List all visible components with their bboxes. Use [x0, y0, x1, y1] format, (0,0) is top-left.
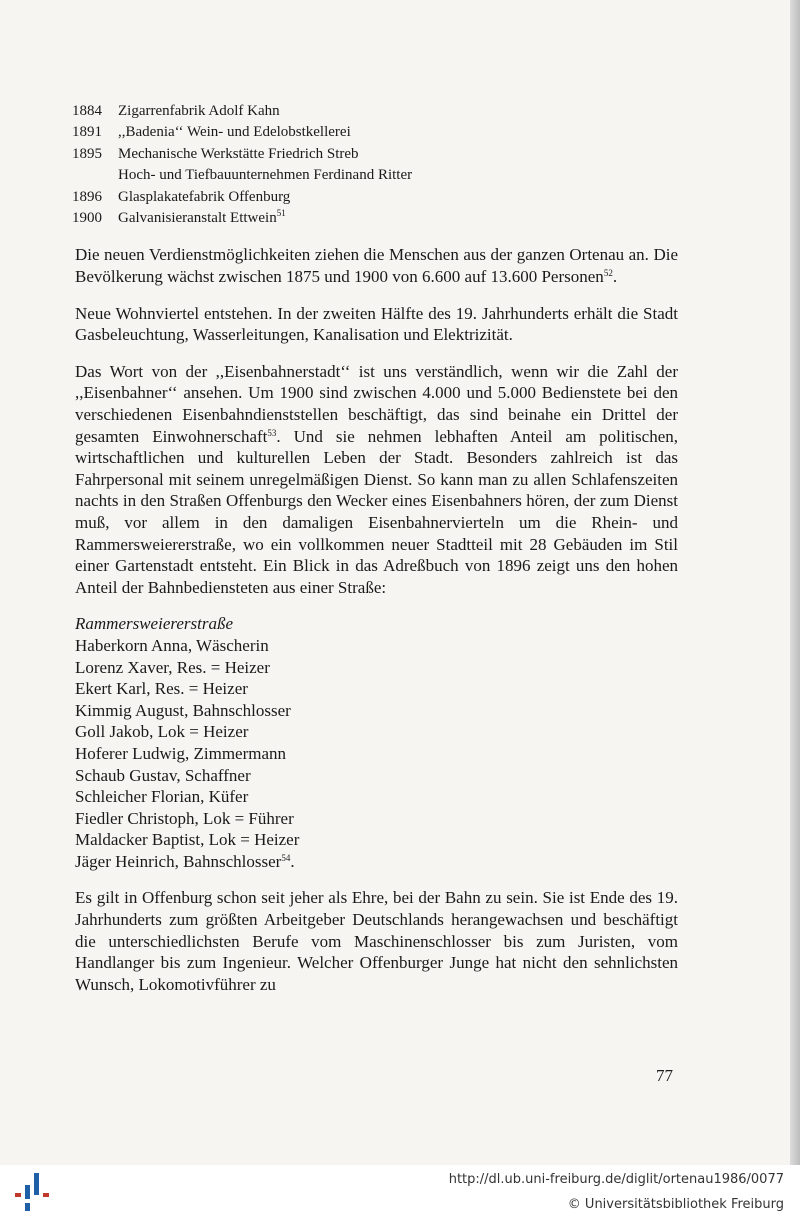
chronology-text: ,,Badenia‘‘ Wein- und Edelobstkellerei [118, 124, 351, 141]
paragraph-text: Neue Wohnviertel entstehen. In der zweiten Hälfte des 19. Jahrhunderts erhält die Stadt Gasbeleuchtung, Wasserleitungen, Kanalisation und Elektrizität. [75, 303, 678, 345]
address-list-title: Rammersweiererstraße [75, 614, 234, 634]
chronology-text [118, 208, 678, 229]
chronology-list [72, 101, 678, 229]
chronology-row [72, 165, 678, 186]
footnote-marker: 52 [603, 268, 613, 279]
address-entry: Goll Jakob, Lok = Heizer [75, 722, 249, 742]
page-edge-shadow [790, 0, 800, 1165]
chronology-text: Zigarrenfabrik Adolf Kahn [118, 103, 280, 119]
address-entry: Haberkorn Anna, Wäscherin [75, 635, 269, 655]
logo-bar-left [15, 1193, 21, 1197]
page-content [72, 101, 679, 995]
paragraph-text [75, 244, 678, 287]
chronology-year: 1896 [72, 188, 102, 205]
address-entry: Lorenz Xaver, Res. = Heizer [75, 657, 270, 677]
copyright-notice: © Universitätsbibliothek Freiburg [567, 1197, 784, 1212]
address-entry: Kimmig August, Bahnschlosser [75, 700, 291, 720]
chronology-row [72, 101, 678, 122]
paragraph-body: Das Wort von der ,,Eisenbahnerstadt‘‘ ist uns verständlich, wenn wir die Zahl der ,,Eisenbahner‘‘ ansehen. Um 1900 sind zwischen 4.000 und 5.000 Bedienstete bei den verschiedenen Eisenbahndienststellen beschäftigt, das sind beinahe ein Drittel der gesamten Einwohnerschaft [75, 361, 678, 446]
viewer-footer [0, 1165, 800, 1220]
digital-library-link[interactable]: http://dl.ub.uni-freiburg.de/diglit/ortenau1986/0077 [448, 1172, 784, 1187]
chronology-year [72, 165, 118, 186]
ub-freiburg-logo-icon [12, 1169, 52, 1217]
paragraph-text: Es gilt in Offenburg schon seit jeher als Ehre, bei der Bahn zu sein. Sie ist Ende des 19. Jahrhunderts zum größten Arbeitgeber Deutschlands herangewachsen und beschäftigt die unterschiedlichsten Berufe vom Maschinenschlosser bis zum Juristen, vom Handlanger bis zum Ingenieur. Welcher Offenburger Junge hat nicht den sehnlichsten Wunsch, Lokomotivführer zu [75, 888, 678, 994]
chronology-year: 1884 [72, 103, 102, 119]
paragraph-body: Die neuen Verdienstmöglichkeiten ziehen die Menschen aus der ganzen Ortenau an. Die Bevölkerung wächst zwischen 1875 und 1900 von 6.600 auf 13.600 Personen [75, 245, 678, 287]
chronology-text-main: Galvanisieranstalt Ettwein [118, 210, 277, 227]
chronology-row [72, 187, 678, 208]
address-entry: Fiedler Christoph, Lok = Führer [75, 808, 294, 828]
address-entry: Hoferer Ludwig, Zimmermann [75, 743, 287, 763]
chronology-year: 1900 [72, 210, 102, 227]
address-entry-text: Jäger Heinrich, Bahnschlosser [75, 851, 282, 871]
chronology-row [72, 208, 678, 229]
logo-bar-right [43, 1193, 49, 1197]
chronology-text: Glasplakatefabrik Offenburg [118, 188, 291, 205]
chronology-row [72, 122, 678, 143]
chronology-row [72, 144, 678, 165]
paragraph-infrastructure [75, 303, 678, 346]
logo-bar-mid [25, 1185, 30, 1199]
chronology-text: Mechanische Werkstätte Friedrich Streb [118, 145, 359, 162]
paragraph-population [75, 244, 678, 287]
logo-bar-tall [34, 1173, 39, 1195]
paragraph-body-continued: . Und sie nehmen lebhaften Anteil am politischen, wirtschaftlichen und kulturellen Leben der Stadt. Besonders zahlreich ist das Fahrpersonal mit seinem unregelmäßigen Dienst. So kann man zu allen Schlafenszeiten nachts in den Straßen Offenburgs den Wecker eines Eisenbahners hören, der zum Dienst muß, vor allem in den damaligen Eisenbahnervierteln um die Rhein- und Rammersweiererstraße, wo ein vollkommen neuer Stadtteil mit 28 Gebäuden im Stil einer Gartenstadt entsteht. Ein Blick in das Adreßbuch von 1896 zeigt uns den hohen Anteil der Bahnbediensteten aus einer Straße: [75, 426, 679, 597]
address-entry: Schleicher Florian, Küfer [75, 787, 249, 807]
chronology-text: Hoch- und Tiefbauunternehmen Ferdinand Ritter [118, 167, 413, 184]
paragraph-railway-town [75, 361, 678, 599]
paragraph-text [75, 361, 678, 599]
chronology-year: 1895 [72, 145, 102, 162]
address-list [75, 613, 678, 872]
footnote-marker: 54 [281, 852, 291, 863]
address-entry: Ekert Karl, Res. = Heizer [75, 679, 248, 699]
paragraph-employer [75, 887, 678, 995]
logo-bar-mid-low [25, 1203, 30, 1211]
page-number: 77 [656, 1066, 673, 1085]
address-entry [75, 851, 678, 873]
paragraph-end: . [612, 267, 618, 287]
footnote-marker: 51 [276, 208, 286, 219]
chronology-year: 1891 [72, 124, 102, 141]
address-entry: Maldacker Baptist, Lok = Heizer [75, 830, 300, 850]
footnote-marker: 53 [267, 427, 277, 438]
address-entry-end: . [290, 851, 295, 871]
address-entry: Schaub Gustav, Schaffner [75, 765, 251, 785]
